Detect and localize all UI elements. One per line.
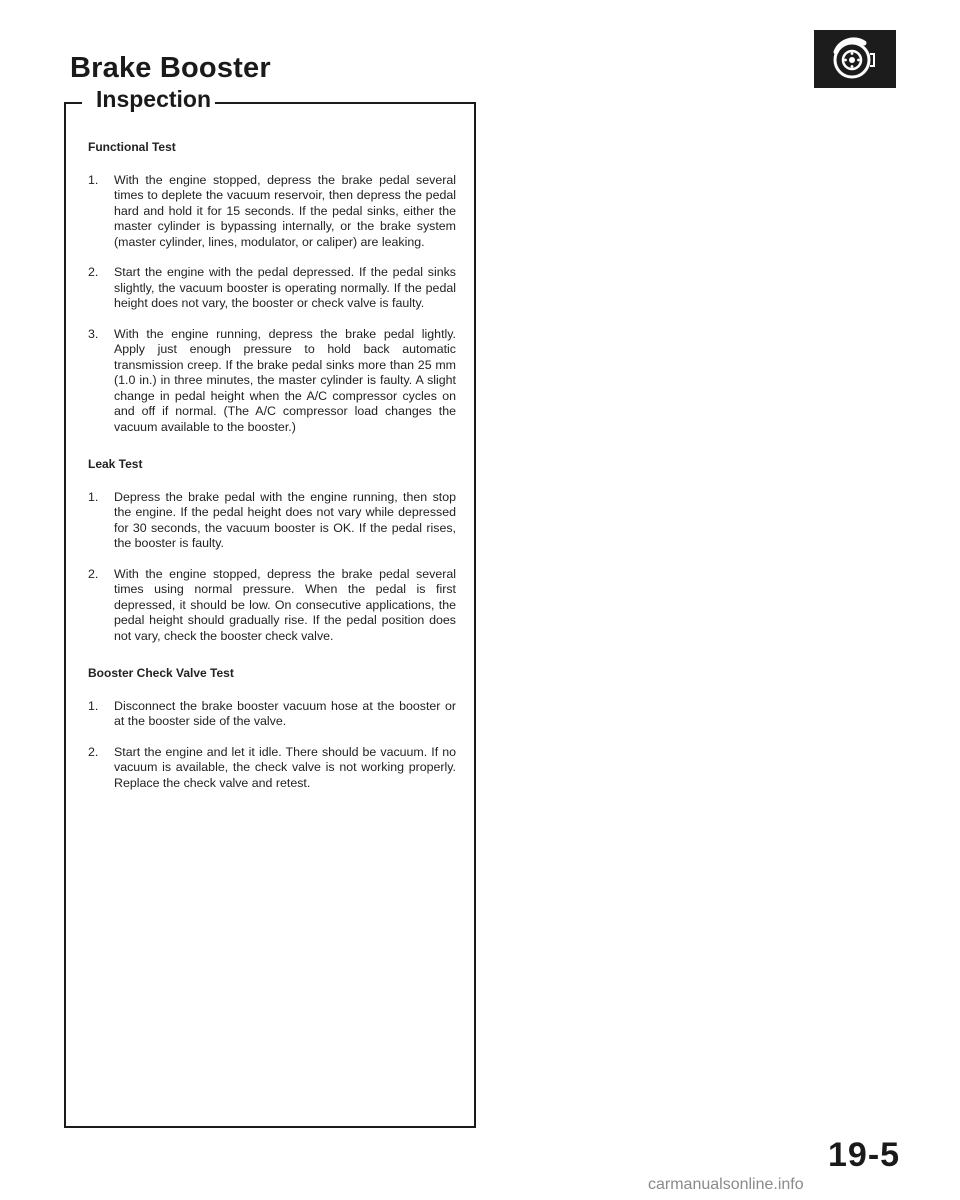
list-item bbox=[88, 699, 456, 730]
leak-test-section bbox=[88, 457, 456, 644]
step-number: 1. bbox=[88, 489, 99, 504]
step-text: Depress the brake pedal with the engine running, then stop the engine. If the pedal height does not vary while depressed for 30 seconds, the vacuum booster is OK. If the pedal rises, the booster is faulty. bbox=[114, 489, 456, 550]
check-valve-test-heading: Booster Check Valve Test bbox=[88, 666, 234, 680]
step-text: Start the engine with the pedal depressed. If the pedal sinks slightly, the vacuum booster is operating normally. If the pedal height does not vary, the booster or check valve is faulty. bbox=[114, 265, 456, 310]
step-number: 2. bbox=[88, 265, 99, 279]
step-text: Disconnect the brake booster vacuum hose at the booster or at the booster side of the valve. bbox=[114, 698, 456, 728]
functional-test-section bbox=[88, 140, 456, 435]
step-number: 2. bbox=[88, 744, 99, 759]
check-valve-test-section bbox=[88, 666, 456, 791]
step-text: With the engine running, depress the brake pedal lightly. Apply just enough pressure to hold back automatic transmission creep. If the brake pedal sinks more than 25 mm (1.0 in.) in three minutes, the master cylinder is faulty. A slight change in pedal height when the A/C compressor cycles on and off if normal. (The A/C compressor load changes the vacuum available to the booster.) bbox=[114, 326, 456, 434]
inspection-content bbox=[88, 140, 456, 813]
step-number: 1. bbox=[88, 698, 99, 713]
frame-top-border bbox=[64, 102, 82, 104]
list-item bbox=[88, 327, 456, 436]
list-item bbox=[88, 173, 456, 251]
step-number: 2. bbox=[88, 566, 99, 581]
list-item bbox=[88, 745, 456, 792]
page-number: 19-5 bbox=[828, 1136, 901, 1174]
brake-disc-icon bbox=[814, 30, 896, 88]
page-title: Brake Booster bbox=[70, 52, 271, 84]
list-item bbox=[88, 265, 456, 312]
frame-top-border bbox=[214, 102, 474, 104]
step-text: Start the engine and let it idle. There should be vacuum. If no vacuum is available, the check valve is not working properly. Replace the check valve and retest. bbox=[114, 744, 456, 790]
section-title: Inspection bbox=[92, 86, 215, 113]
list-item bbox=[88, 490, 456, 552]
step-number: 3. bbox=[88, 326, 99, 341]
step-number: 1. bbox=[88, 172, 99, 187]
step-text: With the engine stopped, depress the brake pedal several times using normal pressure. When the pedal is first depressed, it should be low. On consecutive applications, the pedal height should gradually rise. If the pedal position does not vary, check the booster check valve. bbox=[114, 566, 456, 643]
step-text: With the engine stopped, depress the brake pedal several times to deplete the vacuum reservoir, then depress the pedal hard and hold it for 15 seconds. If the pedal sinks, either the master cylinder is bypassing internally, or the brake system (master cylinder, lines, modulator, or caliper) are leaking. bbox=[114, 172, 456, 249]
leak-test-heading: Leak Test bbox=[88, 457, 143, 471]
list-item bbox=[88, 567, 456, 645]
functional-test-heading: Functional Test bbox=[88, 140, 176, 154]
watermark: carmanualsonline.info bbox=[648, 1176, 804, 1193]
